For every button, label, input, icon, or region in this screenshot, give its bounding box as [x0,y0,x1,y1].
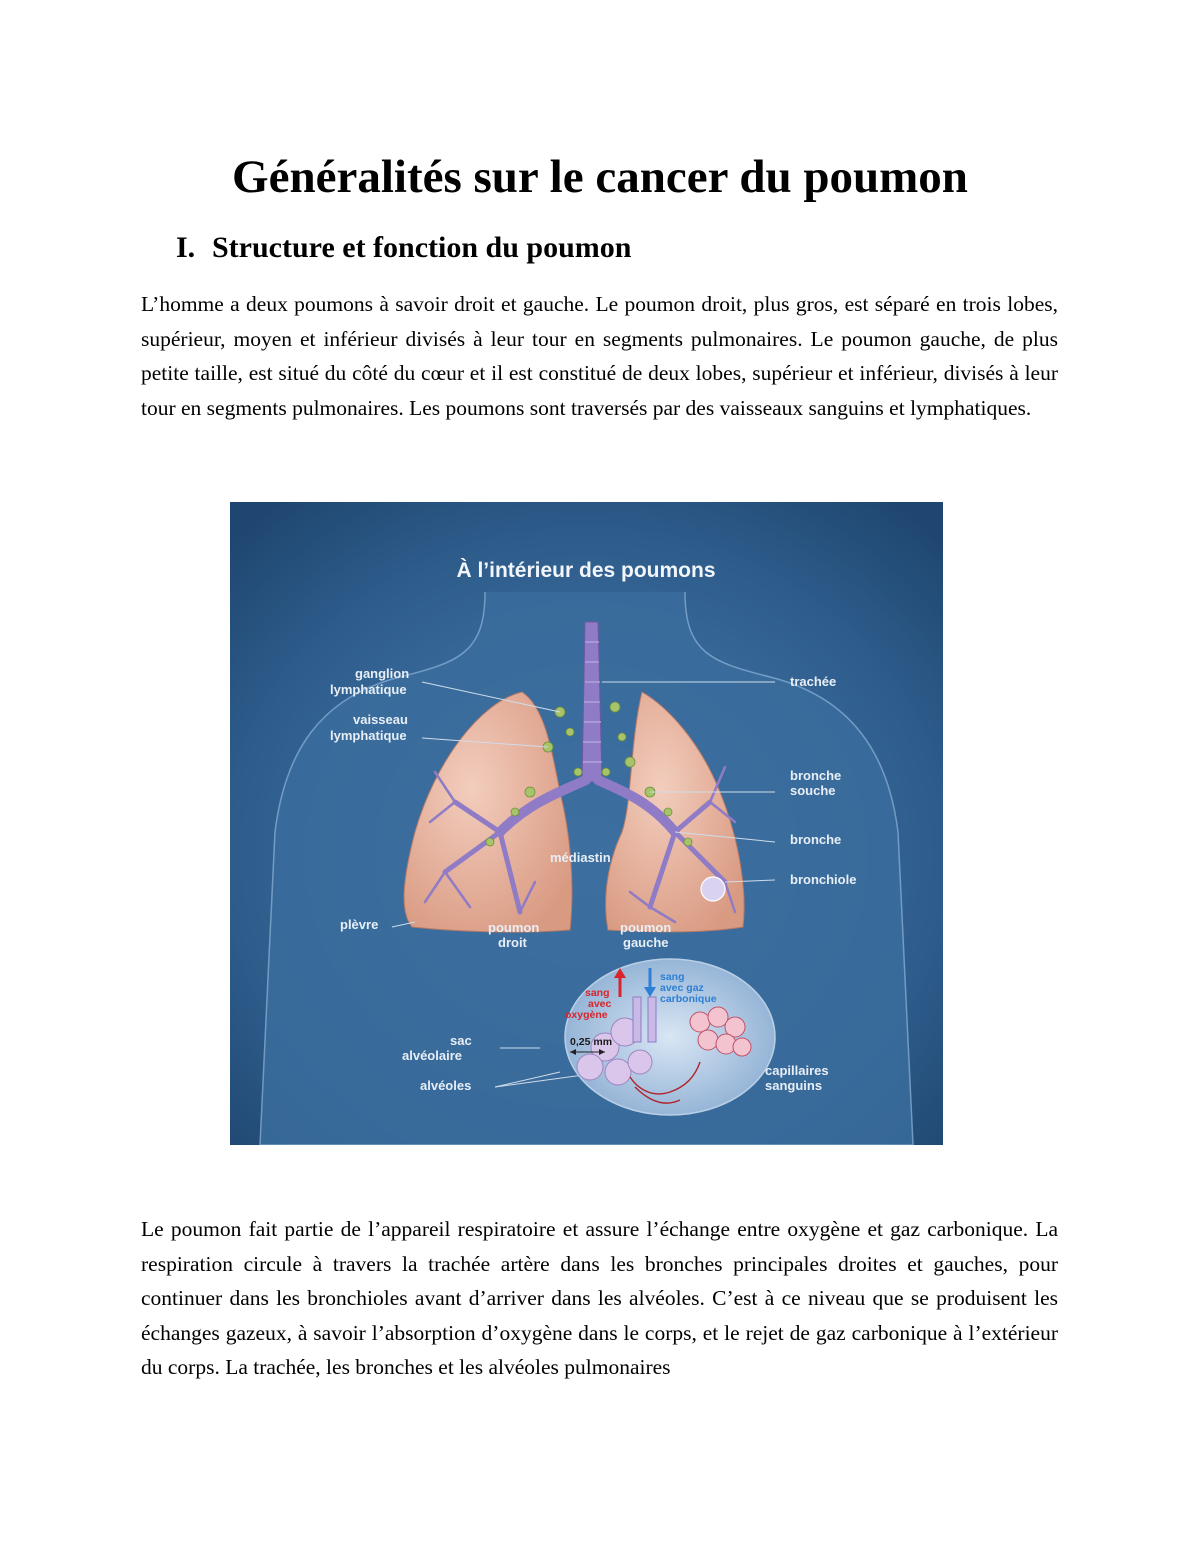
lung-anatomy-figure [230,502,943,1145]
section-number: I. [176,231,196,264]
section-heading [176,228,631,268]
figure-title: À l’intérieur des poumons [456,559,716,582]
label-poumon-droit-2: droit [498,935,527,950]
label-vaisseau-2: lymphatique [330,728,407,743]
label-capillaires-1: capillaires [765,1063,829,1078]
paragraph-lung-structure: L’homme a deux poumons à savoir droit et gauche. Le poumon droit, plus gros, est séparé en trois lobes, supérieur, moyen et inférieur divisés à leur tour en segments pulmonaires. Le poumon gauche, de plus petite taille, est situé du côté du cœur et il est constitué de deux lobes, supérieur et inférieur, divisés à leur tour en segments pulmonaires. Les poumons sont traversés par des vaisseaux sanguins et lymphatiques. [141,292,1058,420]
label-sac-2: alvéolaire [402,1048,462,1063]
label-capillaires-2: sanguins [765,1078,823,1093]
label-bronche-souche-2: souche [790,783,836,798]
paragraph-lung-function: Le poumon fait partie de l’appareil respiratoire et assure l’échange entre oxygène et gaz carbonique. La respiration circule à travers la trachée artère dans les bronches principales droites et gauches, pour continuer dans les bronchioles avant d’arriver dans les alvéoles. C’est à ce niveau que se produisent les échanges gazeux, à savoir l’absorption d’oxygène dans le corps, et le rejet de gaz carbonique à l’extérieur du corps. La trachée, les bronches et les alvéoles pulmonaires [141,1217,1058,1379]
label-sang-gaz-3: carbonique [660,993,717,1005]
label-poumon-droit-1: poumon [488,920,540,935]
label-poumon-gauche-1: poumon [620,920,672,935]
label-alveoles: alvéoles [420,1078,472,1093]
label-sac-1: sac [450,1033,472,1048]
label-mediastin: médiastin [550,850,611,865]
label-sang-oxy-3: oxygène [565,1009,608,1021]
label-sang-oxy-2: avec [588,998,612,1010]
label-bronchiole: bronchiole [790,872,857,887]
label-sang-oxy-1: sang [585,987,610,999]
document-title: Généralités sur le cancer du poumon [232,151,968,203]
label-ganglion-1: ganglion [355,666,410,681]
label-bronche-souche-1: bronche [790,768,842,783]
label-scale: 0,25 mm [570,1036,613,1048]
section-heading-text: Structure et fonction du poumon [212,231,632,264]
label-plevre: plèvre [340,917,379,932]
bronchiole-detail [701,877,725,901]
label-bronche: bronche [790,832,842,847]
label-poumon-gauche-2: gauche [623,935,669,950]
label-sang-gaz-2: avec gaz [660,982,704,994]
label-vaisseau-1: vaisseau [353,712,408,727]
label-ganglion-2: lymphatique [330,682,407,697]
label-trachee: trachée [790,674,837,689]
label-sang-gaz-1: sang [660,971,685,983]
